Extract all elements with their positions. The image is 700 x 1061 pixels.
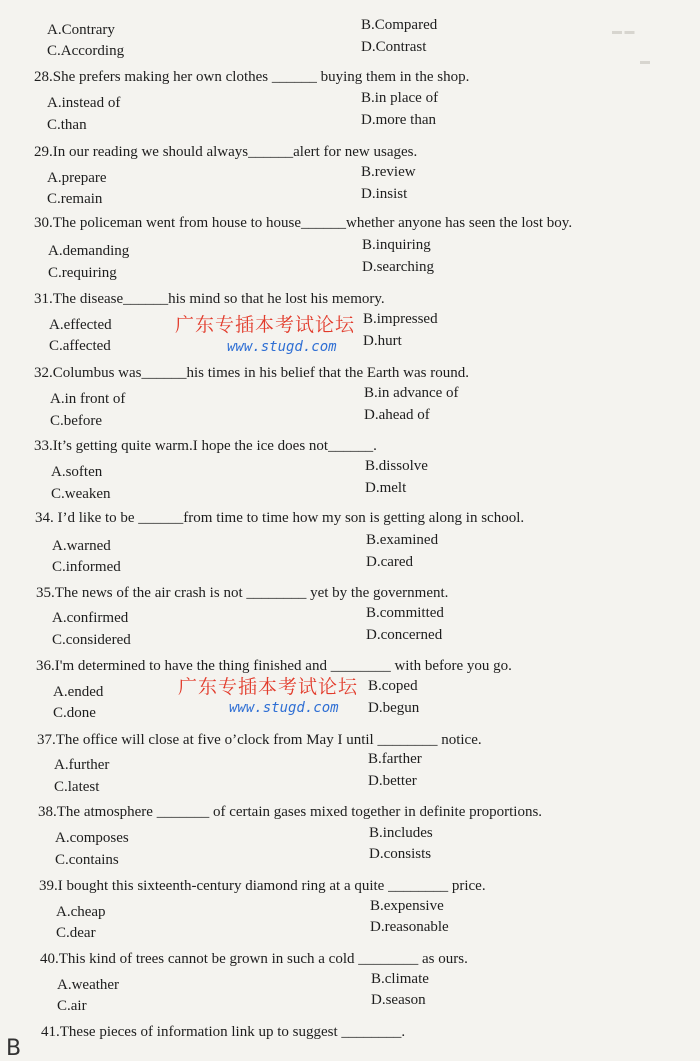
question-stem: 35.The news of the air crash is not ________ yet by the government.	[36, 585, 449, 601]
option-b: B.includes	[369, 825, 433, 841]
option-d: D.searching	[362, 259, 435, 275]
option-c: C.air	[57, 998, 87, 1014]
option-a: A.composes	[55, 830, 129, 846]
option-d: D.more than	[361, 112, 436, 128]
option-c: C.considered	[52, 632, 131, 648]
option-c: C.affected	[49, 338, 111, 354]
option-c: C.before	[50, 413, 103, 429]
question-stem: 28.She prefers making her own clothes ______ buying them in the shop.	[34, 69, 470, 85]
option-b: B.examined	[366, 532, 439, 548]
option-d: D.consists	[369, 846, 432, 862]
option-a: A.effected	[49, 317, 112, 333]
question-stem: 33.It’s getting quite warm.I hope the ice does not______.	[34, 438, 377, 454]
option-b: B.expensive	[370, 898, 444, 914]
option-b: B.in place of	[361, 90, 439, 106]
watermark-url: www.stugd.com	[227, 339, 337, 355]
option-d: D.begun	[368, 700, 420, 716]
option-b: B.climate	[371, 971, 429, 987]
option-d: D.reasonable	[370, 919, 449, 935]
question-stem: 32.Columbus was______his times in his belief that the Earth was round.	[34, 365, 469, 381]
option-c: C.weaken	[51, 486, 111, 502]
option-d: D.cared	[366, 554, 414, 570]
option-c: C.requiring	[48, 265, 117, 281]
option-b: B.inquiring	[362, 237, 431, 253]
option-a: A.ended	[53, 684, 104, 700]
option-b: B.coped	[368, 678, 418, 694]
option-c: C.remain	[47, 191, 103, 207]
option-c: C.informed	[52, 559, 121, 575]
option-a: A.instead of	[47, 95, 121, 111]
option-d: D.concerned	[366, 627, 443, 643]
option-d: D.ahead of	[364, 407, 430, 423]
question-stem: 37.The office will close at five o’clock from May I until ________ notice.	[37, 732, 482, 748]
option-a: A.Contrary	[47, 22, 115, 38]
option-a: A.confirmed	[52, 610, 129, 626]
option-c: C.latest	[54, 779, 100, 795]
option-b: B.farther	[368, 751, 422, 767]
question-stem: 29.In our reading we should always______alert for new usages.	[34, 144, 418, 160]
option-d: D.season	[371, 992, 426, 1008]
option-b: B.Compared	[361, 17, 438, 33]
question-stem: 31.The disease______his mind so that he lost his memory.	[34, 291, 385, 307]
option-a: A.warned	[52, 538, 111, 554]
option-c: C.According	[47, 43, 125, 59]
watermark-text: 广东专插本考试论坛	[175, 314, 356, 336]
option-a: A.prepare	[47, 170, 107, 186]
question-stem: 39.I bought this sixteenth-century diamond ring at a quite ________ price.	[39, 878, 486, 894]
handwritten-mark: B	[6, 1036, 22, 1061]
option-a: A.soften	[51, 464, 103, 480]
option-b: B.dissolve	[365, 458, 428, 474]
option-b: B.review	[361, 164, 416, 180]
watermark-text: 广东专插本考试论坛	[178, 676, 359, 698]
option-d: D.insist	[361, 186, 408, 202]
question-stem: 40.This kind of trees cannot be grown in such a cold ________ as ours.	[40, 951, 468, 967]
option-a: A.demanding	[48, 243, 130, 259]
option-d: D.hurt	[363, 333, 402, 349]
question-stem: 30.The policeman went from house to house______whether anyone has seen the lost boy.	[34, 215, 573, 231]
option-c: C.dear	[56, 925, 96, 941]
question-stem: 41.These pieces of information link up to suggest ________.	[41, 1024, 406, 1040]
option-b: B.committed	[366, 605, 444, 621]
option-d: D.better	[368, 773, 417, 789]
option-a: A.weather	[57, 977, 120, 993]
option-b: B.impressed	[363, 311, 438, 327]
option-c: C.done	[53, 705, 96, 721]
option-a: A.cheap	[56, 904, 106, 920]
option-a: A.in front of	[50, 391, 126, 407]
question-stem: 34. I’d like to be ______from time to time how my son is getting along in school.	[35, 510, 525, 526]
question-stem: 38.The atmosphere _______ of certain gases mixed together in definite proportions.	[38, 804, 543, 820]
option-d: D.melt	[365, 480, 407, 496]
option-c: C.contains	[55, 852, 119, 868]
option-c: C.than	[47, 117, 87, 133]
watermark-url: www.stugd.com	[229, 700, 339, 716]
option-d: D.Contrast	[361, 39, 427, 55]
option-b: B.in advance of	[364, 385, 459, 401]
question-stem: 36.I'm determined to have the thing finished and ________ with before you go.	[36, 658, 512, 674]
bleed-through: ▬ ▬	[612, 26, 635, 37]
bleed-through: ▬	[640, 56, 650, 67]
option-a: A.further	[54, 757, 110, 773]
